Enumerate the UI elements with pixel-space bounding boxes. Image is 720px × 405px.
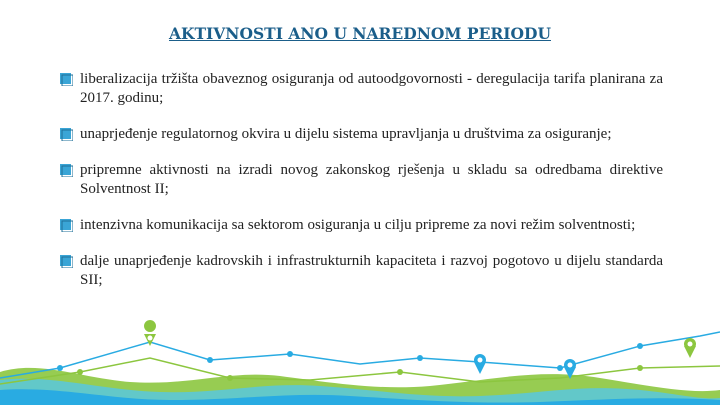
checkbox-bullet-icon — [60, 73, 73, 86]
bullet-list — [60, 70, 663, 307]
list-item-text: dalje unaprjeđenje kadrovskih i infrastrukturnih kapaciteta i razvoj pogotovo u dijelu standarda SII; — [80, 253, 663, 288]
chart-dot — [57, 365, 63, 371]
checkbox-bullet-icon — [60, 219, 73, 232]
list-item — [60, 70, 663, 108]
chart-dot — [397, 369, 403, 375]
list-item — [60, 216, 663, 235]
chart-dot — [637, 343, 643, 349]
chart-dot — [417, 355, 423, 361]
slide-title: AKTIVNOSTI ANO U NAREDNOM PERIODU — [169, 24, 551, 43]
chart-dot — [287, 351, 293, 357]
checkbox-bullet-icon — [60, 164, 73, 177]
chart-dot — [227, 375, 233, 381]
chart-dot — [207, 357, 213, 363]
list-item-text: liberalizacija tržišta obaveznog osiguranja od autoodgovornosti - deregulacija tarifa planirana za 2017. godinu; — [80, 71, 663, 106]
checkbox-bullet-icon — [60, 255, 73, 268]
list-item-text: unaprjeđenje regulatornog okvira u dijelu sistema upravljanja u društvima za osiguranje; — [80, 126, 612, 142]
list-item — [60, 125, 663, 144]
list-item-text: intenzivna komunikacija sa sektorom osiguranja u cilju pripreme za novi režim solventnosti; — [80, 217, 636, 233]
checkbox-bullet-icon — [60, 128, 73, 141]
list-item-text: pripremne aktivnosti na izradi novog zakonskog rješenja u skladu sa odredbama direktive Solventnost II; — [80, 162, 663, 197]
chart-dot — [557, 365, 563, 371]
map-pin-icon — [474, 354, 486, 374]
chart-dot — [637, 365, 643, 371]
map-pin-icon — [684, 338, 696, 358]
list-item — [60, 161, 663, 199]
list-item — [60, 252, 663, 290]
decorative-wave-graphic — [0, 320, 720, 405]
map-pin-icon — [144, 320, 156, 346]
chart-dot — [77, 369, 83, 375]
